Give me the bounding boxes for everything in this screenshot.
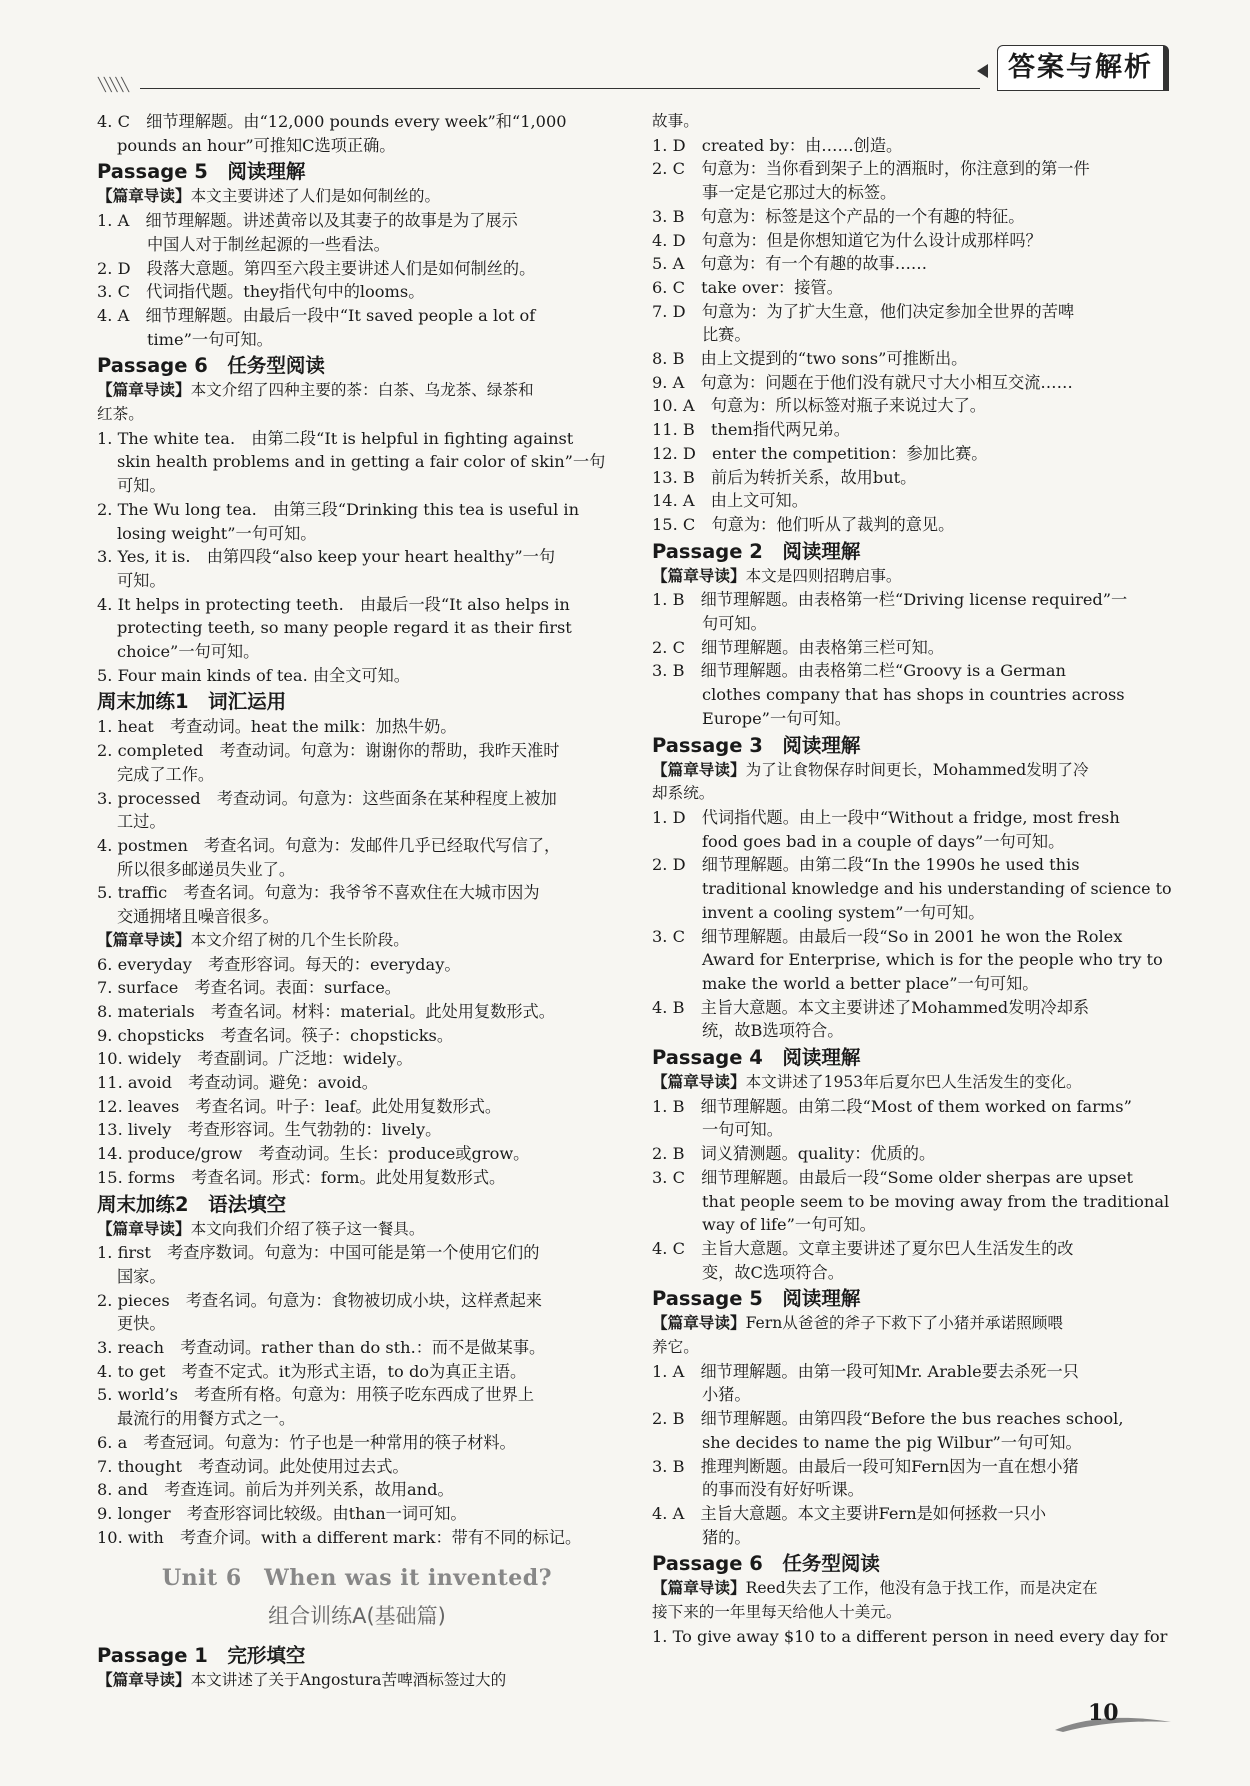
unit-title: Unit 6 When was it invented?: [162, 1565, 552, 1592]
answer-line: 12. leaves 考查名词。叶子：leaf。此处用复数形式。: [97, 1096, 502, 1116]
section-heading: Passage 4 阅读理解: [652, 1046, 861, 1070]
answer-line: 3. processed 考查动词。句意为：这些面条在某种程度上被加: [97, 788, 557, 808]
answer-line: 4. postmen 考查名词。句意为：发邮件几乎已经取代写信了，: [97, 835, 561, 855]
section-heading: 周末加练2 语法填空: [97, 1192, 287, 1216]
answer-line: 12. D enter the competition：参加比赛。: [652, 443, 988, 463]
chapter-guide: 却系统。: [652, 784, 715, 803]
answer-line: 2. completed 考查动词。句意为：谢谢你的帮助，我昨天准时: [97, 741, 560, 761]
right-column: [652, 110, 1174, 1648]
unit-subtitle: 组合训练A(基础篇): [268, 1604, 446, 1629]
answer-line: 4. A 主旨大意题。本文主要讲Fern是如何拯救一只小: [652, 1503, 1047, 1523]
triangle-icon: [977, 64, 988, 78]
section-heading: Passage 5 阅读理解: [652, 1287, 861, 1311]
answer-line: 1. first 考查序数词。句意为：中国可能是第一个使用它们的: [97, 1243, 540, 1263]
answer-line: 比赛。: [702, 325, 751, 345]
answer-line: 1. D 代词指代题。由上一段中“Without a fridge, most fresh: [652, 807, 1120, 827]
header-title: 答案与解析: [997, 45, 1169, 91]
answer-line: pounds an hour”可推知C选项正确。: [117, 135, 396, 155]
answer-line: 小猪。: [702, 1385, 751, 1405]
answer-line: 中国人对于制丝起源的一些看法。: [147, 234, 390, 254]
answer-line: 14. produce/grow 考查动词。生长：produce或grow。: [97, 1144, 530, 1164]
answer-line: 4. C 细节理解题。由“12,000 pounds every week”和“1,000: [97, 112, 567, 131]
answer-line: 1. A 细节理解题。由第一段可知Mr. Arable要去杀死一只: [652, 1361, 1079, 1381]
answer-line: 14. A 由上文可知。: [652, 491, 808, 511]
answer-line: Award for Enterprise, which is for the people who try to: [702, 950, 1163, 970]
chapter-guide: 【篇章导读】Reed失去了工作，他没有急于找工作，而是决定在: [652, 1579, 1098, 1598]
chapter-guide: 【篇章导读】本文讲述了1953年后夏尔巴人生活发生的变化。: [652, 1073, 1082, 1092]
answer-line: 更快。: [117, 1314, 166, 1334]
answer-line: 2. D 段落大意题。第四至六段主要讲述人们是如何制丝的。: [97, 258, 536, 278]
answer-line: 13. lively 考查形容词。生气勃勃的：lively。: [97, 1120, 442, 1140]
chapter-guide: 接下来的一年里每天给他人十美元。: [652, 1603, 902, 1622]
answer-line: 3. B 推理判断题。由最后一段可知Fern因为一直在想小猪: [652, 1456, 1079, 1476]
answer-line: 交通拥堵且噪音很多。: [117, 907, 279, 927]
answer-line: losing weight”一句可知。: [117, 523, 317, 543]
answer-line: Europe”一句可知。: [702, 708, 851, 728]
section-heading: Passage 2 阅读理解: [652, 539, 861, 563]
answer-line: 1. B 细节理解题。由第二段“Most of them worked on farms”: [652, 1096, 1132, 1116]
chapter-guide: 【篇章导读】本文介绍了树的几个生长阶段。: [97, 930, 409, 949]
answer-line: 3. reach 考查动词。rather than do sth.：而不是做某事。: [97, 1338, 546, 1358]
answer-line: 5. Four main kinds of tea. 由全文可知。: [97, 665, 410, 685]
chapter-guide: 【篇章导读】本文是四则招聘启事。: [652, 566, 902, 585]
answer-line: 4. C 主旨大意题。文章主要讲述了夏尔巴人生活发生的改: [652, 1238, 1074, 1258]
answer-line: 2. C 句意为：当你看到架子上的酒瓶时，你注意到的第一件: [652, 159, 1090, 179]
section-heading: Passage 1 完形填空: [97, 1644, 306, 1668]
answer-line: time”一句可知。: [147, 329, 273, 349]
answer-line: 10. A 句意为：所以标签对瓶子来说过大了。: [652, 396, 986, 416]
answer-line: 8. materials 考查名词。材料：material。此处用复数形式。: [97, 1001, 555, 1021]
answer-line: 3. C 细节理解题。由最后一段“Some older sherpas are upset: [652, 1167, 1133, 1187]
answer-line: 1. To give away $10 to a different person in need every day for: [652, 1626, 1168, 1646]
answer-line: 6. a 考查冠词。句意为：竹子也是一种常用的筷子材料。: [97, 1432, 516, 1452]
chapter-guide: 【篇章导读】本文主要讲述了人们是如何制丝的。: [97, 187, 441, 206]
answer-line: 5. traffic 考查名词。句意为：我爷爷不喜欢住在大城市因为: [97, 883, 540, 903]
answer-line: 4. B 主旨大意题。本文主要讲述了Mohammed发明冷却系: [652, 997, 1090, 1017]
answer-line: 工过。: [117, 812, 166, 832]
page-number: 10: [1088, 1700, 1119, 1726]
answer-line: 10. widely 考查副词。广泛地：widely。: [97, 1049, 413, 1069]
answer-line: 可知。: [117, 570, 166, 590]
section-heading: Passage 5 阅读理解: [97, 160, 306, 184]
chapter-guide: 养它。: [652, 1338, 699, 1357]
answer-line: traditional knowledge and his understanding of science to: [702, 879, 1172, 899]
answer-line: 2. C 细节理解题。由表格第三栏可知。: [652, 637, 944, 657]
answer-line: make the world a better place”一句可知。: [702, 973, 1039, 993]
answer-line: 3. C 代词指代题。they指代句中的looms。: [97, 282, 425, 302]
answer-line: 15. forms 考查名词。形式：form。此处用复数形式。: [97, 1167, 506, 1187]
left-column: [97, 110, 617, 1693]
answer-line: 4. It helps in protecting teeth. 由最后一段“It also helps in: [97, 594, 570, 614]
hatch-mark: ╲╲╲╲╲: [98, 78, 128, 93]
answer-line: 4. D 句意为：但是你想知道它为什么设计成那样吗？: [652, 230, 1042, 250]
answer-line: way of life”一句可知。: [702, 1215, 876, 1235]
answer-line: 3. B 句意为：标签是这个产品的一个有趣的特征。: [652, 206, 1025, 226]
answer-line: 句可知。: [702, 614, 767, 634]
answer-line: that people seem to be moving away from the traditional: [702, 1191, 1170, 1211]
answer-line: 2. B 词义猜测题。quality：优质的。: [652, 1144, 936, 1164]
answer-line: 4. to get 考查不定式。it为形式主语，to do为真正主语。: [97, 1361, 527, 1381]
answer-line: 7. D 句意为：为了扩大生意，他们决定参加全世界的苦啤: [652, 301, 1075, 321]
answer-line: 1. The white tea. 由第二段“It is helpful in fighting against: [97, 428, 574, 448]
chapter-guide: 【篇章导读】本文讲述了关于Angostura苦啤酒标签过大的: [97, 1671, 507, 1690]
answer-line: 2. The Wu long tea. 由第三段“Drinking this tea is useful in: [97, 499, 580, 519]
answer-line: 的事而没有好好听课。: [702, 1480, 864, 1500]
header-rule: [140, 88, 980, 89]
answer-line: 所以很多邮递员失业了。: [117, 859, 296, 879]
answer-line: clothes company that has shops in countries across: [702, 685, 1125, 705]
chapter-guide: 【篇章导读】本文向我们介绍了筷子这一餐具。: [97, 1219, 425, 1238]
answer-line: 变，故C选项符合。: [702, 1262, 844, 1282]
answer-line: 9. chopsticks 考查名词。筷子：chopsticks。: [97, 1025, 454, 1045]
answer-line: 10. with 考查介词。with a different mark：带有不同的标记。: [97, 1527, 582, 1547]
answer-line: 3. Yes, it is. 由第四段“also keep your heart healthy”一句: [97, 547, 556, 567]
section-heading: 周末加练1 词汇运用: [97, 690, 287, 714]
answer-line: 猪的。: [702, 1527, 751, 1547]
answer-line: 1. B 细节理解题。由表格第一栏“Driving license required”一: [652, 590, 1128, 610]
answer-line: 5. world’s 考查所有格。句意为：用筷子吃东西成了世界上: [97, 1385, 535, 1405]
answer-line: 9. A 句意为：问题在于他们没有就尺寸大小相互交流……: [652, 372, 1073, 392]
answer-line: 完成了工作。: [117, 764, 215, 784]
answer-line: 5. A 句意为：有一个有趣的故事……: [652, 254, 928, 274]
answer-line: 1. A 细节理解题。讲述黄帝以及其妻子的故事是为了展示: [97, 211, 518, 231]
answer-line: 13. B 前后为转折关系，故用but。: [652, 467, 917, 487]
answer-line: 统，故B选项符合。: [702, 1021, 844, 1041]
chapter-guide: 【篇章导读】Fern从爸爸的斧子下救下了小猪并承诺照顾喂: [652, 1314, 1063, 1333]
page-header: [0, 0, 1250, 100]
answer-line: 7. thought 考查动词。此处使用过去式。: [97, 1456, 409, 1476]
chapter-guide: 故事。: [652, 112, 699, 130]
answer-line: skin health problems and in getting a fair color of skin”一句: [117, 452, 606, 472]
answer-line: 2. D 细节理解题。由第二段“In the 1990s he used this: [652, 855, 1080, 875]
answer-line: protecting teeth, so many people regard it as their first: [117, 618, 572, 638]
chapter-guide: 红茶。: [97, 405, 144, 424]
section-heading: Passage 6 任务型阅读: [97, 354, 325, 378]
chapter-guide: 【篇章导读】为了让食物保存时间更长，Mohammed发明了冷: [652, 760, 1089, 779]
answer-line: 11. B them指代两兄弟。: [652, 420, 850, 440]
answer-line: 6. C take over：接管。: [652, 277, 843, 297]
answer-line: 15. C 句意为：他们听从了裁判的意见。: [652, 514, 955, 534]
answer-line: 1. heat 考查动词。heat the milk：加热牛奶。: [97, 717, 457, 737]
answer-line: 7. surface 考查名词。表面：surface。: [97, 978, 401, 998]
answer-line: 6. everyday 考查形容词。每天的：everyday。: [97, 954, 461, 974]
section-heading: Passage 6 任务型阅读: [652, 1552, 880, 1576]
chapter-guide: 【篇章导读】本文介绍了四种主要的茶：白茶、乌龙茶、绿茶和: [97, 381, 534, 400]
answer-line: 8. and 考查连词。前后为并列关系，故用and。: [97, 1480, 454, 1500]
answer-line: 最流行的用餐方式之一。: [117, 1409, 296, 1429]
answer-line: choice”一句可知。: [117, 642, 260, 662]
answer-line: 4. A 细节理解题。由最后一段中“It saved people a lot of: [97, 305, 536, 325]
answer-line: 一句可知。: [702, 1120, 783, 1140]
answer-line: food goes bad in a couple of days”一句可知。: [702, 831, 1065, 851]
answer-line: 1. D created by：由……创造。: [652, 135, 903, 155]
answer-line: 11. avoid 考查动词。避免：avoid。: [97, 1073, 378, 1093]
answer-line: she decides to name the pig Wilbur”一句可知。: [702, 1432, 1082, 1452]
answer-line: 2. B 细节理解题。由第四段“Before the bus reaches school,: [652, 1409, 1124, 1429]
answer-line: 国家。: [117, 1266, 166, 1286]
answer-line: 3. B 细节理解题。由表格第二栏“Groovy is a German: [652, 661, 1066, 681]
answer-line: 可知。: [117, 476, 166, 496]
answer-line: 9. longer 考查形容词比较级。由than一词可知。: [97, 1503, 467, 1523]
answer-line: 事一定是它那过大的标签。: [702, 183, 897, 203]
section-heading: Passage 3 阅读理解: [652, 733, 861, 757]
answer-line: 2. pieces 考查名词。句意为：食物被切成小块，这样煮起来: [97, 1290, 542, 1310]
answer-line: 8. B 由上文提到的“two sons”可推断出。: [652, 349, 968, 369]
answer-line: 3. C 细节理解题。由最后一段“So in 2001 he won the Rolex: [652, 926, 1123, 946]
answer-line: invent a cooling system”一句可知。: [702, 902, 985, 922]
